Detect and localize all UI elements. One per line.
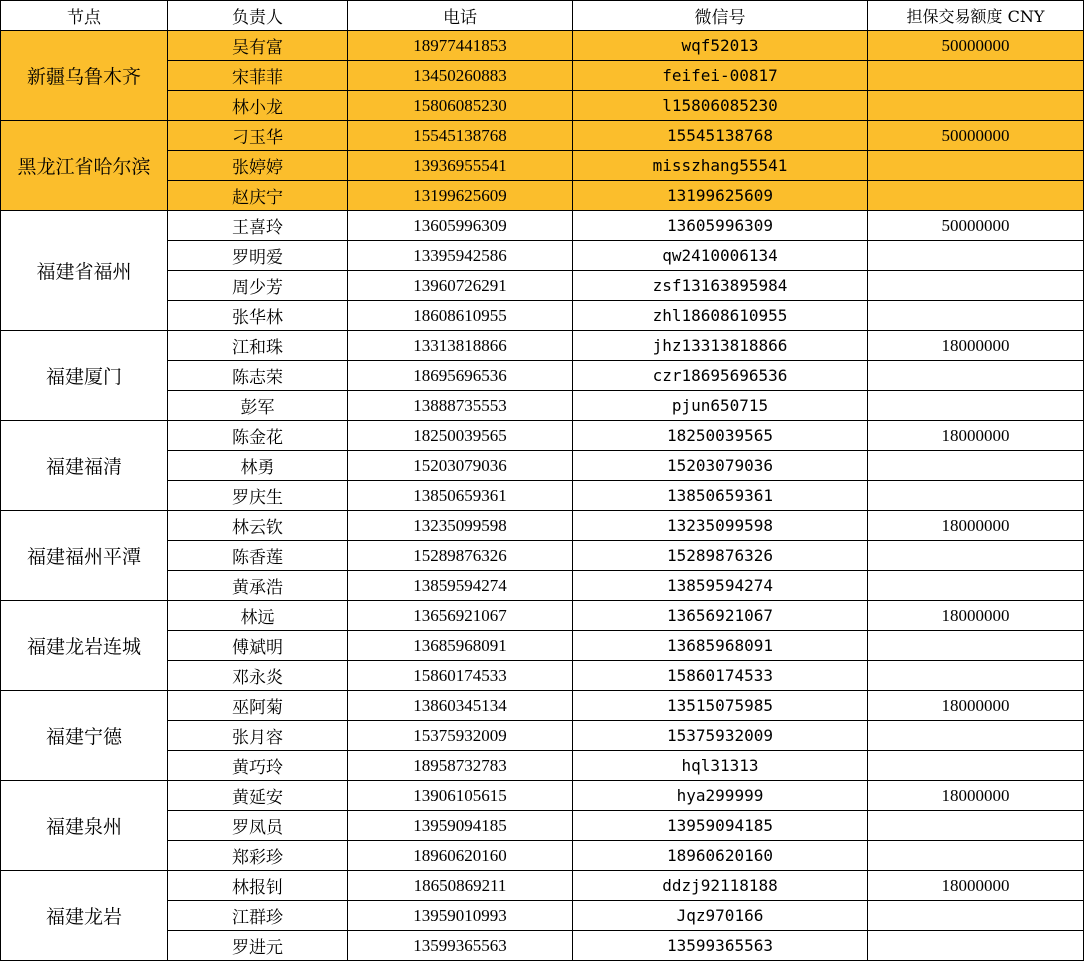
amount-cell bbox=[868, 451, 1084, 481]
person-cell: 黄延安 bbox=[168, 781, 348, 811]
phone-cell: 13235099598 bbox=[348, 511, 573, 541]
phone-cell: 13959010993 bbox=[348, 901, 573, 931]
table-row bbox=[1, 601, 1084, 631]
amount-cell bbox=[868, 841, 1084, 871]
person-cell: 邓永炎 bbox=[168, 661, 348, 691]
wechat-cell: Jqz970166 bbox=[573, 901, 868, 931]
header-amount: 担保交易额度 CNY bbox=[868, 1, 1084, 31]
wechat-cell: 15203079036 bbox=[573, 451, 868, 481]
wechat-cell: hya299999 bbox=[573, 781, 868, 811]
person-cell: 张婷婷 bbox=[168, 151, 348, 181]
header-phone: 电话 bbox=[348, 1, 573, 31]
amount-cell bbox=[868, 931, 1084, 961]
phone-cell: 13599365563 bbox=[348, 931, 573, 961]
amount-cell: 18000000 bbox=[868, 781, 1084, 811]
person-cell: 林勇 bbox=[168, 451, 348, 481]
header-row bbox=[1, 1, 1084, 31]
person-cell: 赵庆宁 bbox=[168, 181, 348, 211]
person-cell: 江和珠 bbox=[168, 331, 348, 361]
person-cell: 陈香莲 bbox=[168, 541, 348, 571]
amount-cell bbox=[868, 631, 1084, 661]
person-cell: 吴有富 bbox=[168, 31, 348, 61]
amount-cell bbox=[868, 571, 1084, 601]
amount-cell bbox=[868, 481, 1084, 511]
wechat-cell: zsf13163895984 bbox=[573, 271, 868, 301]
table-row bbox=[1, 781, 1084, 811]
wechat-cell: wqf52013 bbox=[573, 31, 868, 61]
phone-cell: 13860345134 bbox=[348, 691, 573, 721]
table-row bbox=[1, 31, 1084, 61]
phone-cell: 18695696536 bbox=[348, 361, 573, 391]
wechat-cell: jhz13313818866 bbox=[573, 331, 868, 361]
amount-cell bbox=[868, 811, 1084, 841]
phone-cell: 18608610955 bbox=[348, 301, 573, 331]
amount-cell bbox=[868, 391, 1084, 421]
person-cell: 周少芳 bbox=[168, 271, 348, 301]
phone-cell: 13959094185 bbox=[348, 811, 573, 841]
person-cell: 罗凤员 bbox=[168, 811, 348, 841]
amount-cell bbox=[868, 721, 1084, 751]
person-cell: 罗庆生 bbox=[168, 481, 348, 511]
phone-cell: 13850659361 bbox=[348, 481, 573, 511]
wechat-cell: 13850659361 bbox=[573, 481, 868, 511]
node-cell: 福建福清 bbox=[1, 421, 168, 511]
header-wechat: 微信号 bbox=[573, 1, 868, 31]
wechat-cell: 15375932009 bbox=[573, 721, 868, 751]
person-cell: 张月容 bbox=[168, 721, 348, 751]
amount-cell bbox=[868, 271, 1084, 301]
amount-cell: 18000000 bbox=[868, 421, 1084, 451]
node-cell: 黑龙江省哈尔滨 bbox=[1, 121, 168, 211]
wechat-cell: ddzj92118188 bbox=[573, 871, 868, 901]
amount-cell: 18000000 bbox=[868, 331, 1084, 361]
person-cell: 罗进元 bbox=[168, 931, 348, 961]
amount-cell: 18000000 bbox=[868, 601, 1084, 631]
wechat-cell: 13685968091 bbox=[573, 631, 868, 661]
amount-cell bbox=[868, 661, 1084, 691]
node-cell: 福建龙岩连城 bbox=[1, 601, 168, 691]
amount-cell: 18000000 bbox=[868, 871, 1084, 901]
node-cell: 福建福州平潭 bbox=[1, 511, 168, 601]
table-row bbox=[1, 421, 1084, 451]
person-cell: 林云钦 bbox=[168, 511, 348, 541]
phone-cell: 15289876326 bbox=[348, 541, 573, 571]
wechat-cell: l15806085230 bbox=[573, 91, 868, 121]
person-cell: 黄巧玲 bbox=[168, 751, 348, 781]
amount-cell: 50000000 bbox=[868, 211, 1084, 241]
phone-cell: 13395942586 bbox=[348, 241, 573, 271]
wechat-cell: 13235099598 bbox=[573, 511, 868, 541]
person-cell: 宋菲菲 bbox=[168, 61, 348, 91]
person-cell: 林小龙 bbox=[168, 91, 348, 121]
table-row bbox=[1, 871, 1084, 901]
phone-cell: 18250039565 bbox=[348, 421, 573, 451]
wechat-cell: 18960620160 bbox=[573, 841, 868, 871]
phone-cell: 18977441853 bbox=[348, 31, 573, 61]
amount-cell: 18000000 bbox=[868, 691, 1084, 721]
amount-cell bbox=[868, 181, 1084, 211]
table-row bbox=[1, 121, 1084, 151]
table-row bbox=[1, 331, 1084, 361]
amount-cell bbox=[868, 301, 1084, 331]
wechat-cell: 15545138768 bbox=[573, 121, 868, 151]
person-cell: 林远 bbox=[168, 601, 348, 631]
amount-cell bbox=[868, 541, 1084, 571]
header-person: 负责人 bbox=[168, 1, 348, 31]
wechat-cell: hql31313 bbox=[573, 751, 868, 781]
node-cell: 福建泉州 bbox=[1, 781, 168, 871]
phone-cell: 18958732783 bbox=[348, 751, 573, 781]
person-cell: 罗明爱 bbox=[168, 241, 348, 271]
phone-cell: 15860174533 bbox=[348, 661, 573, 691]
table-row bbox=[1, 511, 1084, 541]
wechat-cell: 13515075985 bbox=[573, 691, 868, 721]
person-cell: 王喜玲 bbox=[168, 211, 348, 241]
phone-cell: 13906105615 bbox=[348, 781, 573, 811]
amount-cell bbox=[868, 61, 1084, 91]
amount-cell bbox=[868, 361, 1084, 391]
phone-cell: 13859594274 bbox=[348, 571, 573, 601]
wechat-cell: pjun650715 bbox=[573, 391, 868, 421]
header-node: 节点 bbox=[1, 1, 168, 31]
wechat-cell: qw2410006134 bbox=[573, 241, 868, 271]
amount-cell: 50000000 bbox=[868, 31, 1084, 61]
phone-cell: 13450260883 bbox=[348, 61, 573, 91]
phone-cell: 18650869211 bbox=[348, 871, 573, 901]
phone-cell: 15806085230 bbox=[348, 91, 573, 121]
amount-cell bbox=[868, 241, 1084, 271]
wechat-cell: 13859594274 bbox=[573, 571, 868, 601]
wechat-cell: czr18695696536 bbox=[573, 361, 868, 391]
person-cell: 张华林 bbox=[168, 301, 348, 331]
person-cell: 傅斌明 bbox=[168, 631, 348, 661]
wechat-cell: 15289876326 bbox=[573, 541, 868, 571]
node-cell: 福建省福州 bbox=[1, 211, 168, 331]
phone-cell: 13199625609 bbox=[348, 181, 573, 211]
amount-cell bbox=[868, 901, 1084, 931]
person-cell: 彭军 bbox=[168, 391, 348, 421]
phone-cell: 13605996309 bbox=[348, 211, 573, 241]
table-row bbox=[1, 691, 1084, 721]
node-cell: 福建宁德 bbox=[1, 691, 168, 781]
amount-cell: 18000000 bbox=[868, 511, 1084, 541]
wechat-cell: 18250039565 bbox=[573, 421, 868, 451]
person-cell: 黄承浩 bbox=[168, 571, 348, 601]
amount-cell: 50000000 bbox=[868, 121, 1084, 151]
person-cell: 巫阿菊 bbox=[168, 691, 348, 721]
node-cell: 福建龙岩 bbox=[1, 871, 168, 961]
wechat-cell: feifei-00817 bbox=[573, 61, 868, 91]
wechat-cell: misszhang55541 bbox=[573, 151, 868, 181]
wechat-cell: 13959094185 bbox=[573, 811, 868, 841]
person-cell: 陈志荣 bbox=[168, 361, 348, 391]
wechat-cell: 13199625609 bbox=[573, 181, 868, 211]
phone-cell: 13960726291 bbox=[348, 271, 573, 301]
table-body bbox=[1, 31, 1084, 961]
person-cell: 刁玉华 bbox=[168, 121, 348, 151]
node-cell: 新疆乌鲁木齐 bbox=[1, 31, 168, 121]
amount-cell bbox=[868, 91, 1084, 121]
phone-cell: 15545138768 bbox=[348, 121, 573, 151]
wechat-cell: 13656921067 bbox=[573, 601, 868, 631]
person-cell: 郑彩珍 bbox=[168, 841, 348, 871]
phone-cell: 18960620160 bbox=[348, 841, 573, 871]
phone-cell: 13936955541 bbox=[348, 151, 573, 181]
person-cell: 江群珍 bbox=[168, 901, 348, 931]
amount-cell bbox=[868, 751, 1084, 781]
person-cell: 林报钊 bbox=[168, 871, 348, 901]
wechat-cell: 13599365563 bbox=[573, 931, 868, 961]
amount-cell bbox=[868, 151, 1084, 181]
phone-cell: 13888735553 bbox=[348, 391, 573, 421]
table-row bbox=[1, 211, 1084, 241]
phone-cell: 15203079036 bbox=[348, 451, 573, 481]
phone-cell: 13656921067 bbox=[348, 601, 573, 631]
wechat-cell: 15860174533 bbox=[573, 661, 868, 691]
person-cell: 陈金花 bbox=[168, 421, 348, 451]
phone-cell: 15375932009 bbox=[348, 721, 573, 751]
wechat-cell: 13605996309 bbox=[573, 211, 868, 241]
wechat-cell: zhl18608610955 bbox=[573, 301, 868, 331]
phone-cell: 13313818866 bbox=[348, 331, 573, 361]
phone-cell: 13685968091 bbox=[348, 631, 573, 661]
node-cell: 福建厦门 bbox=[1, 331, 168, 421]
